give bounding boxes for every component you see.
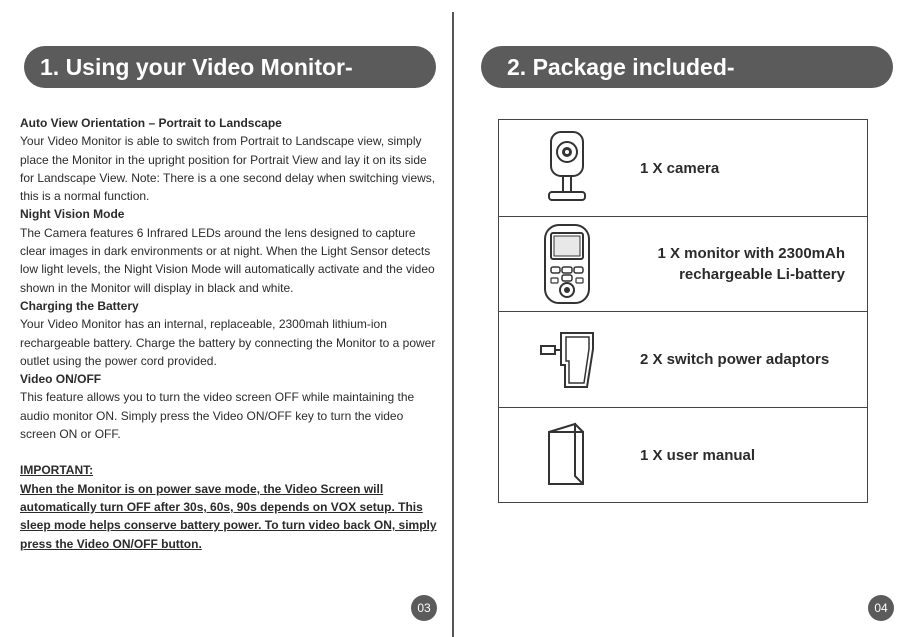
- user-manual-icon: [537, 408, 597, 502]
- body-night-vision: The Camera features 6 Infrared LEDs around the lens designed to capture clear images in dark environments or at night. When the Light Sensor detects low light levels, the Night Vision Mode will automatically activate and the video shown in the Monitor will display in black and white.: [20, 225, 435, 295]
- section-header-package: 2. Package included-: [481, 46, 893, 88]
- heading-video-onoff: Video ON/OFF: [20, 372, 102, 387]
- body-auto-view: Your Video Monitor is able to switch from Portrait to Landscape view, simply place the Monitor in the upright position for Portrait View and lay it on its side for Landscape View. Note: There is a one second delay when switching views, this is a normal function.: [20, 134, 436, 204]
- body-charging: Your Video Monitor has an internal, replaceable, 2300mah lithium-ion rechargeable battery. Charge the battery by connecting the Monitor to a power outlet using the power cord provided.: [20, 317, 436, 368]
- package-label-manual: 1 X user manual: [640, 446, 756, 464]
- important-notice: [20, 461, 440, 552]
- left-page: [0, 0, 452, 637]
- monitor-icon: [537, 217, 597, 311]
- monitor-label-line2: rechargeable Li-battery: [679, 266, 845, 283]
- body-video-onoff: This feature allows you to turn the video screen OFF while maintaining the audio monitor ON. Simply press the Video ON/OFF key to turn the video screen ON or OFF.: [20, 390, 415, 442]
- page-number-right: 04: [868, 595, 894, 621]
- right-page: [454, 0, 916, 637]
- power-adaptor-icon: [537, 312, 597, 407]
- heading-night-vision: Night Vision Mode: [20, 207, 125, 222]
- package-label-camera: 1 X camera: [640, 159, 720, 177]
- heading-auto-view: Auto View Orientation – Portrait to Landscape: [20, 116, 282, 130]
- package-label-monitor: [640, 217, 845, 311]
- important-title: IMPORTANT:: [20, 463, 94, 478]
- page-number-left: 03: [411, 595, 437, 621]
- package-row-adaptor: [499, 312, 867, 408]
- important-text: When the Monitor is on power save mode, the Video Screen will automatically turn OFF after 30s, 60s, 90s depends on VOX setup. This sleep mode helps conserve battery power. To turn video back ON, simply press the Video ON/OFF button.: [20, 481, 437, 551]
- package-label-adaptor: 2 X switch power adaptors: [640, 351, 830, 368]
- package-table: [498, 119, 868, 503]
- instructions-content: [20, 114, 440, 553]
- package-row-monitor: [499, 217, 867, 312]
- section-header-using: 1. Using your Video Monitor-: [24, 46, 436, 88]
- heading-charging: Charging the Battery: [20, 298, 139, 313]
- monitor-label-line1: 1 X monitor with 2300mAh: [657, 245, 845, 262]
- package-row-manual: [499, 408, 867, 502]
- package-row-camera: [499, 120, 867, 217]
- camera-icon: [537, 120, 597, 216]
